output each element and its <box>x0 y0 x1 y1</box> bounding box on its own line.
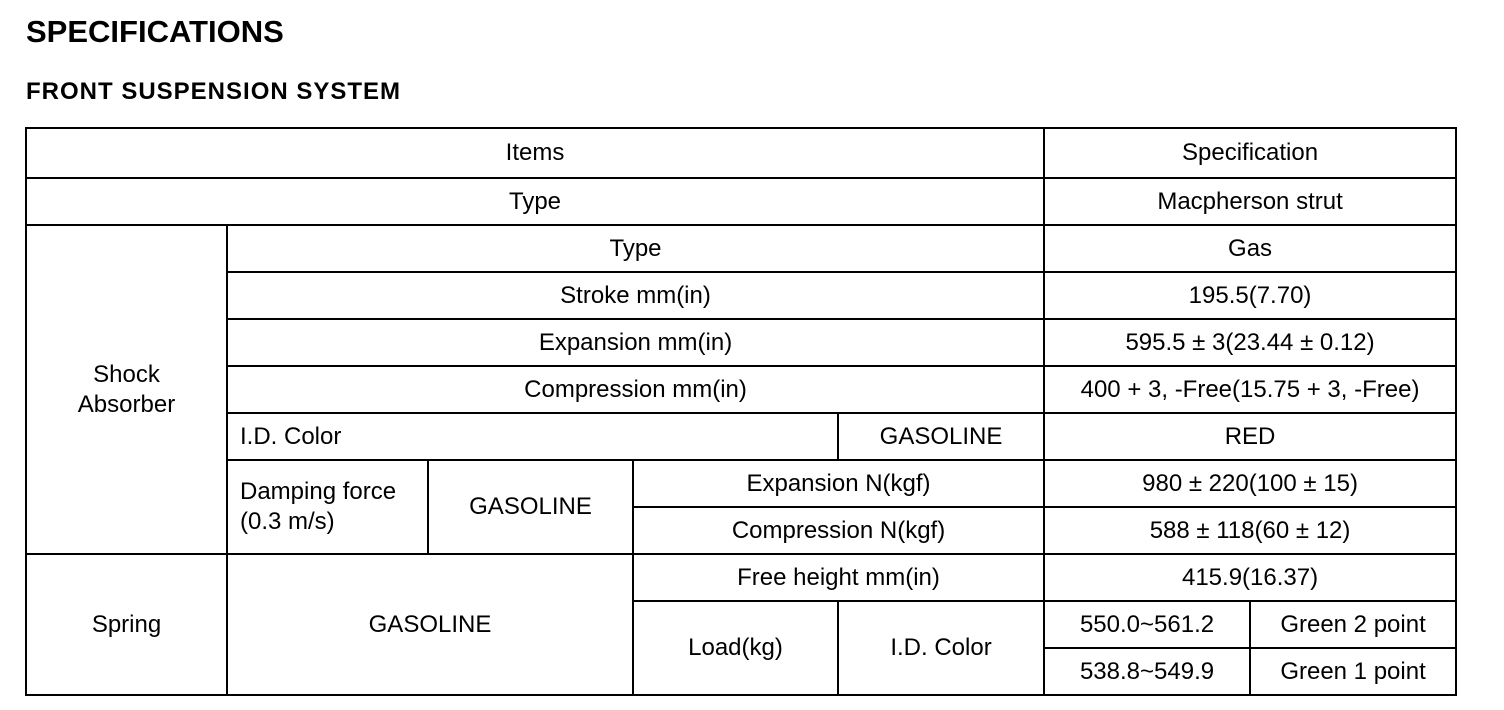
stroke-value: 195.5(7.70) <box>1044 272 1456 319</box>
damping-compression-label: Compression N(kgf) <box>633 507 1044 554</box>
expansion-value: 595.5 ± 3(23.44 ± 0.12) <box>1044 319 1456 366</box>
table-header-row <box>26 128 1456 178</box>
spring-label: Spring <box>26 554 227 695</box>
items-header: Items <box>26 128 1044 178</box>
damping-fuel: GASOLINE <box>428 460 633 554</box>
table-row <box>26 413 1456 460</box>
load-color: Green 2 point <box>1250 601 1456 648</box>
table-row <box>26 554 1456 601</box>
damping-expansion-label: Expansion N(kgf) <box>633 460 1044 507</box>
damping-force-label: Damping force (0.3 m/s) <box>227 460 428 554</box>
id-color-fuel: GASOLINE <box>838 413 1044 460</box>
load-range: 538.8~549.9 <box>1044 648 1250 695</box>
table-row <box>26 178 1456 225</box>
load-label: Load(kg) <box>633 601 838 695</box>
specification-header: Specification <box>1044 128 1456 178</box>
stroke-label: Stroke mm(in) <box>227 272 1044 319</box>
damping-compression-value: 588 ± 118(60 ± 12) <box>1044 507 1456 554</box>
page-title: SPECIFICATIONS <box>26 14 284 49</box>
table-row <box>26 460 1456 507</box>
type-value: Macpherson strut <box>1044 178 1456 225</box>
compression-label: Compression mm(in) <box>227 366 1044 413</box>
spring-fuel: GASOLINE <box>227 554 633 695</box>
table-row <box>26 319 1456 366</box>
table-row <box>26 366 1456 413</box>
spring-id-color-label: I.D. Color <box>838 601 1044 695</box>
shock-type-label: Type <box>227 225 1044 272</box>
damping-expansion-value: 980 ± 220(100 ± 15) <box>1044 460 1456 507</box>
expansion-label: Expansion mm(in) <box>227 319 1044 366</box>
id-color-value: RED <box>1044 413 1456 460</box>
free-height-label: Free height mm(in) <box>633 554 1044 601</box>
compression-value: 400 + 3, -Free(15.75 + 3, -Free) <box>1044 366 1456 413</box>
shock-type-value: Gas <box>1044 225 1456 272</box>
load-color: Green 1 point <box>1250 648 1456 695</box>
section-title: FRONT SUSPENSION SYSTEM <box>26 78 402 105</box>
table-row <box>26 225 1456 272</box>
type-label: Type <box>26 178 1044 225</box>
free-height-value: 415.9(16.37) <box>1044 554 1456 601</box>
shock-absorber-label: Shock Absorber <box>26 225 227 554</box>
id-color-label: I.D. Color <box>227 413 838 460</box>
load-range: 550.0~561.2 <box>1044 601 1250 648</box>
spec-table <box>25 127 1457 696</box>
table-row <box>26 272 1456 319</box>
